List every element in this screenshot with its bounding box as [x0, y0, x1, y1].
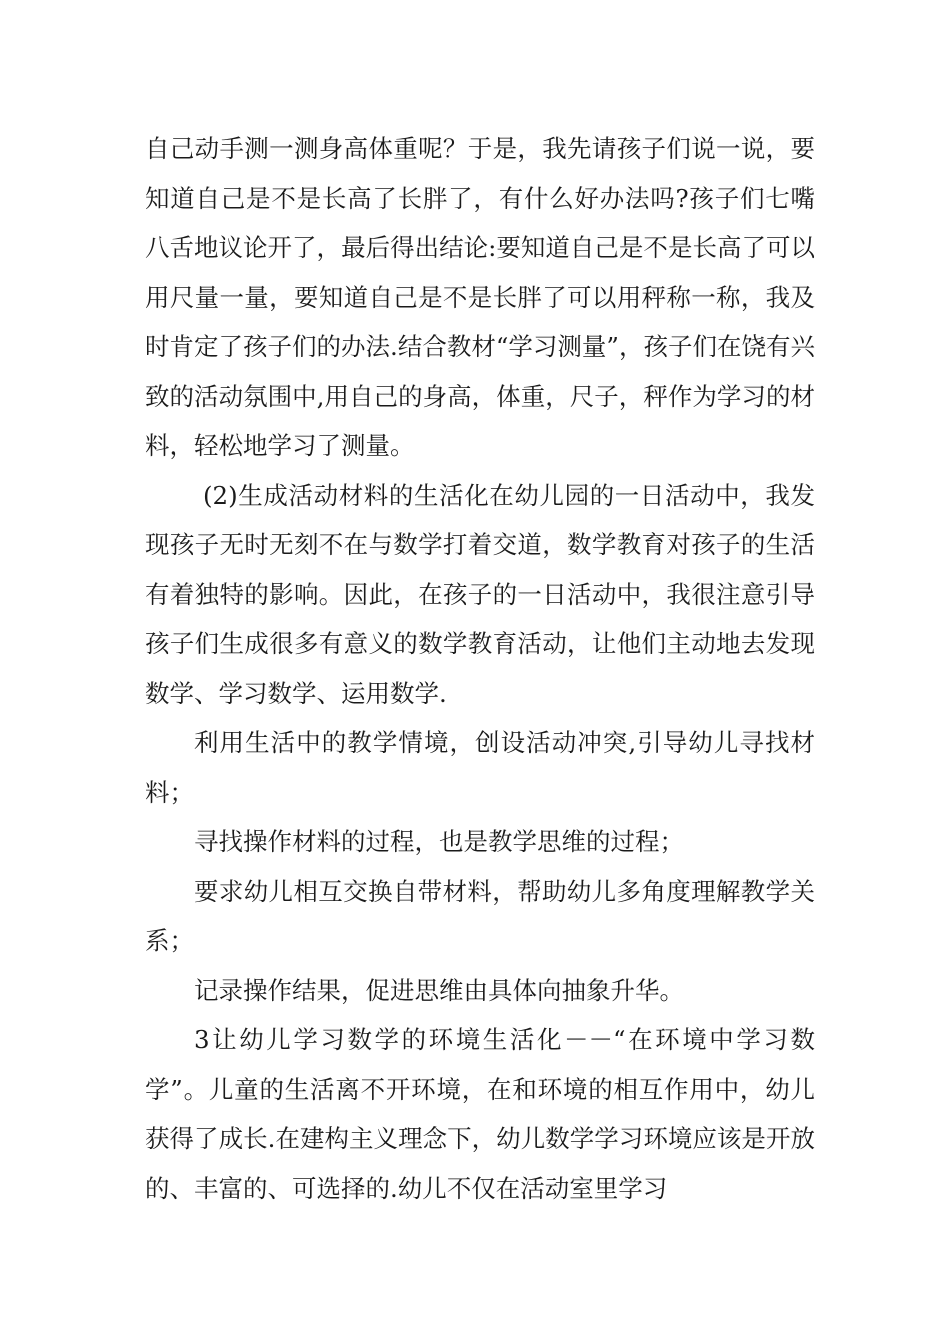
paragraph-material-generation: (2)生成活动材料的生活化在幼儿园的一日活动中，我发现孩子无时无刻不在与数学打着交道，数学教育对孩子的生活有着独特的影响。因此，在孩子的一日活动中，我很注意引导孩子们生成很多有意义的数学教育活动，让他们主动地去发现数学、学习数学、运用数学. [145, 480, 815, 708]
paragraph-measurement-activity: 自己动手测一测身高体重呢？于是，我先请孩子们说一说，要知道自己是不是长高了长胖了，有什么好办法吗?孩子们七嘴八舌地议论开了，最后得出结论:要知道自己是不是长高了可以用尺量一量，要知道自己是不是长胖了可以用秤称一称，我及时肯定了孩子们的办法.结合教材“学习测量”，孩子们在饶有兴致的活动氛围中,用自己的身高，体重，尺子，秤作为学习的材料，轻松地学习了测量。 [145, 134, 815, 460]
document-body [145, 124, 815, 1213]
paragraph-learning-environment: 3让幼儿学习数学的环境生活化－－“在环境中学习数学”。儿童的生活离不开环境，在和环境的相互作用中，幼儿获得了成长.在建构主义理念下，幼儿数学学习环境应该是开放的、丰富的、可选择的.幼儿不仅在活动室里学习 [145, 1025, 815, 1203]
paragraph-teaching-situation: 利用生活中的教学情境，创设活动冲突,引导幼儿寻找材料； [145, 728, 815, 807]
paragraph-searching-materials: 寻找操作材料的过程，也是教学思维的过程； [194, 827, 684, 856]
paragraph-record-results: 记录操作结果，促进思维由具体向抽象升华。 [194, 975, 684, 1005]
paragraph-exchange-materials: 要求幼儿相互交换自带材料，帮助幼儿多角度理解教学关系； [145, 876, 815, 955]
